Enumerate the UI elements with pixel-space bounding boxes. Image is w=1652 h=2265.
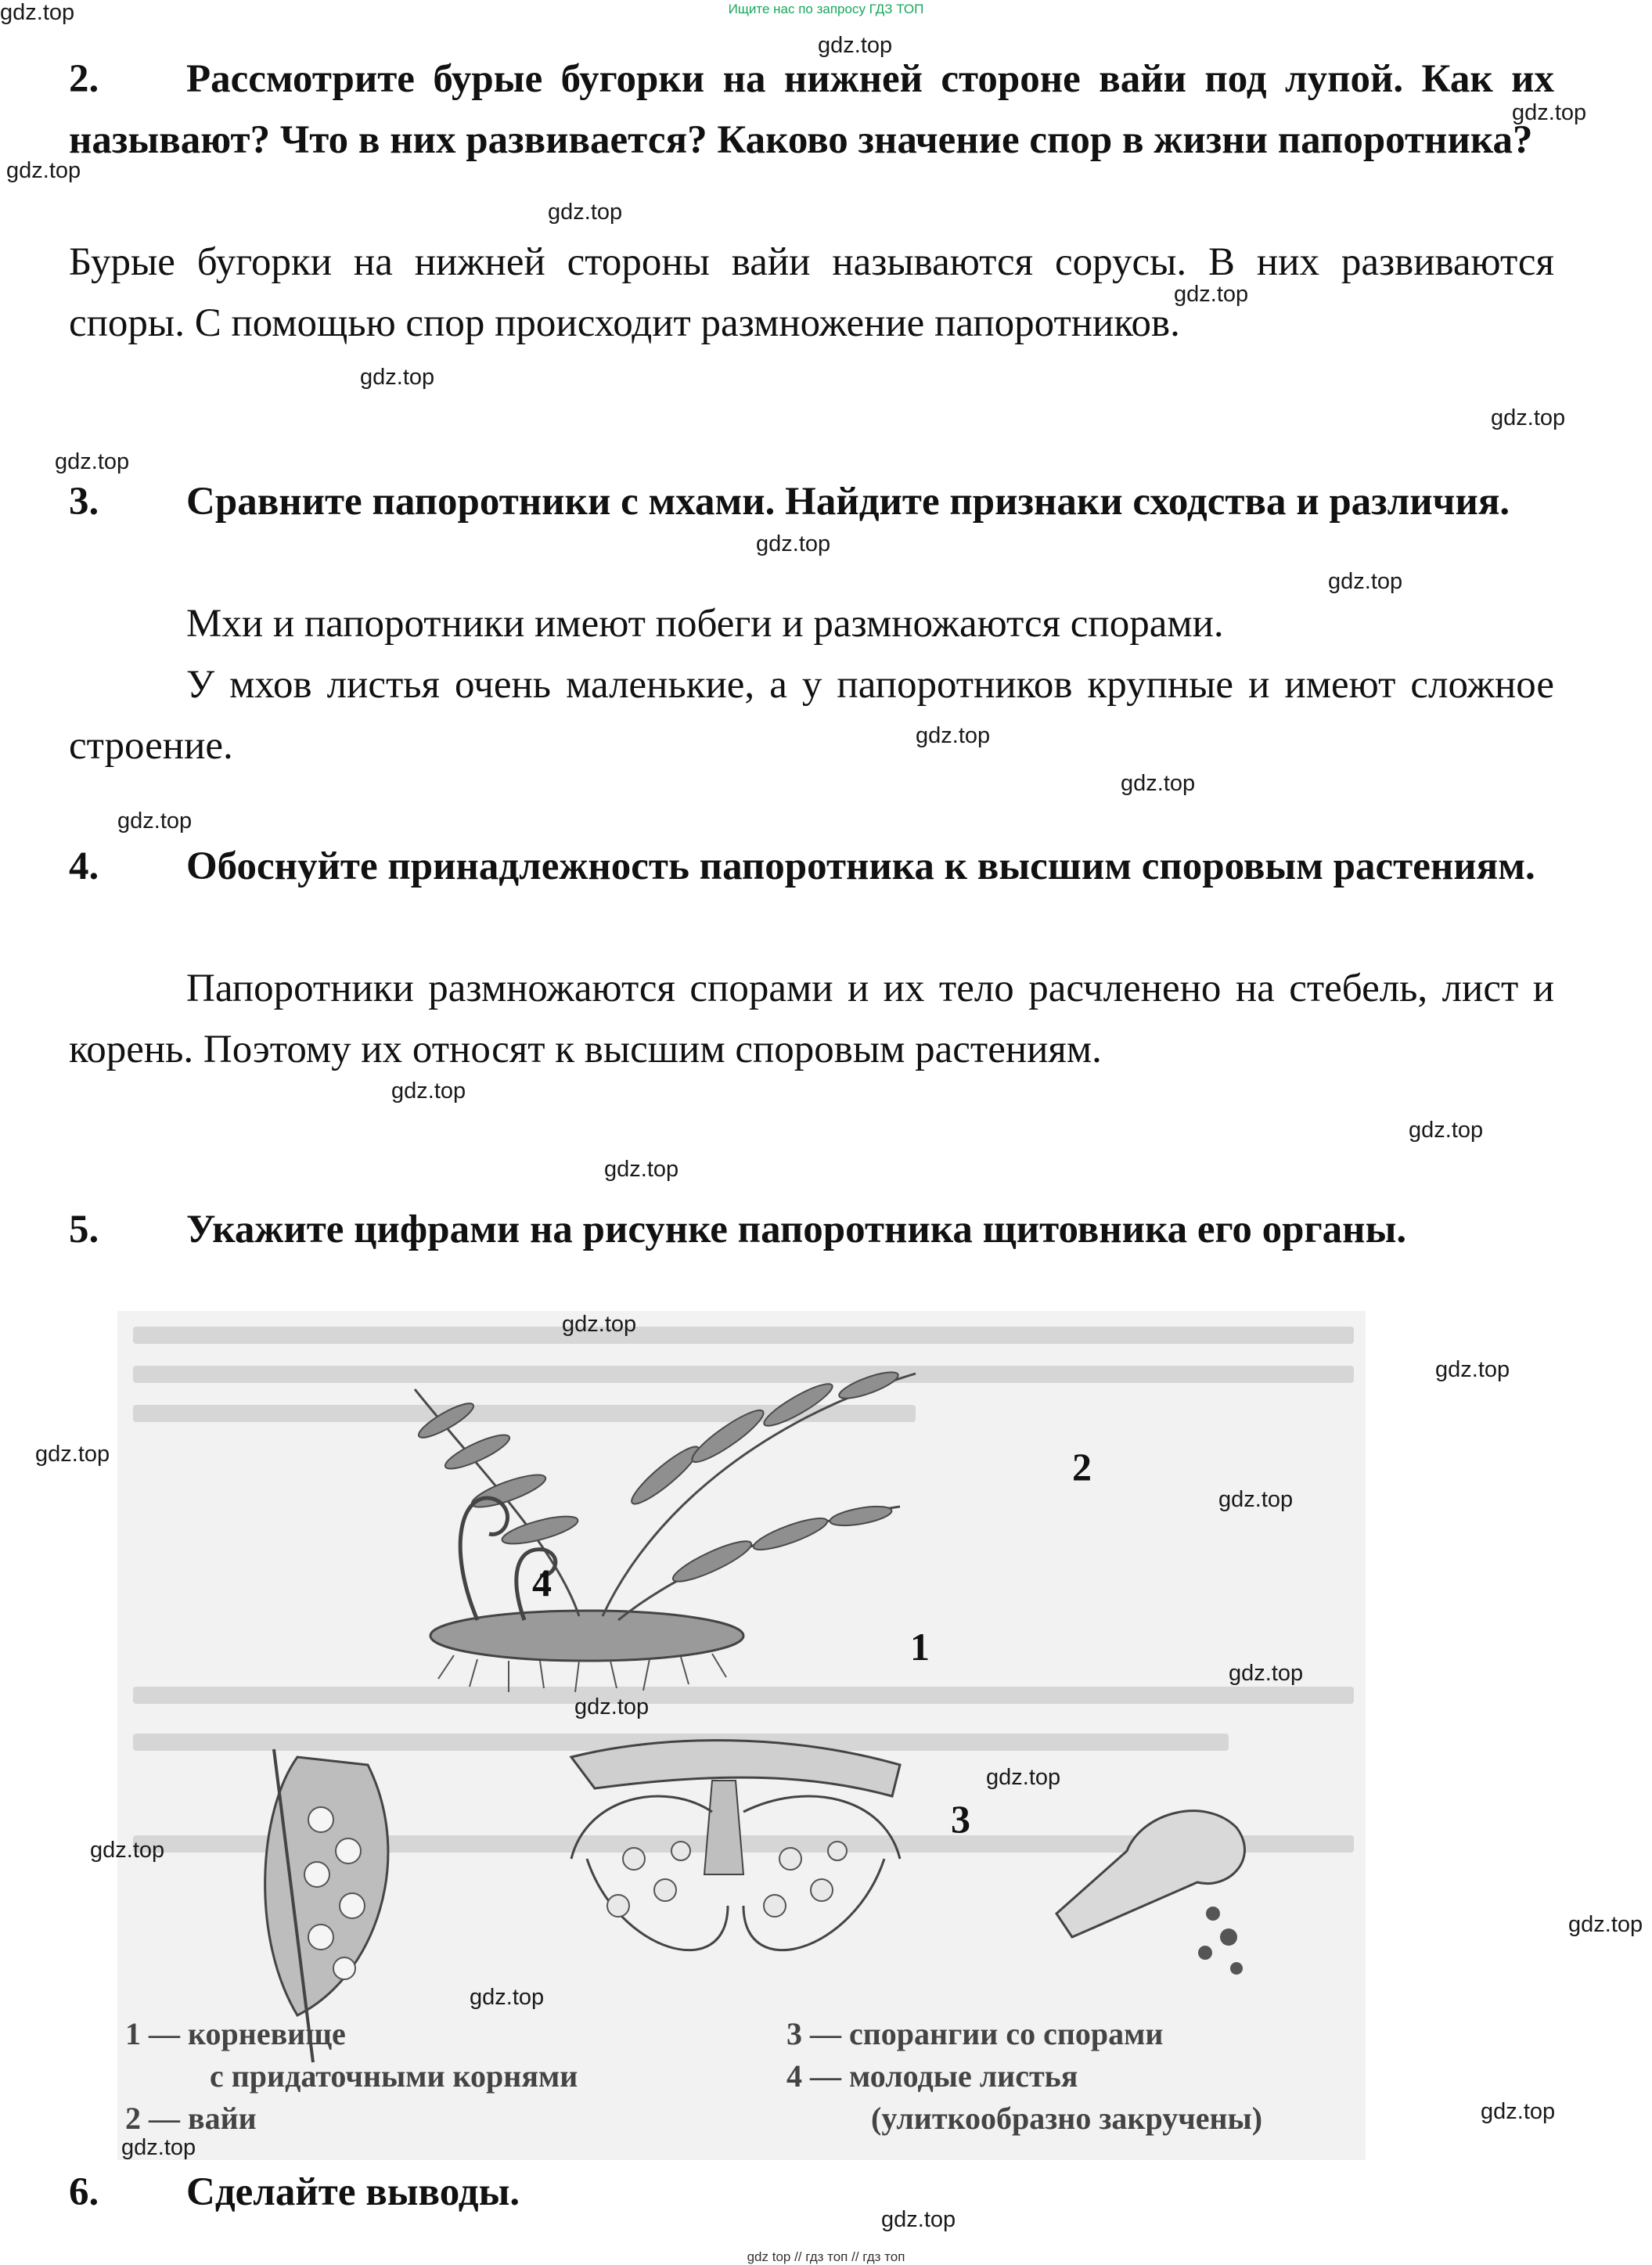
legend-item-3: 3 — спорангии со спорами (786, 2016, 1164, 2051)
legend-item-2: 2 — вайи (125, 2101, 257, 2136)
question-2-number: 2. (69, 57, 99, 101)
fern-figure (117, 1311, 1366, 2160)
figure-label-2: 2 (1072, 1445, 1092, 1489)
watermark: gdz.top (604, 1157, 679, 1182)
watermark: gdz.top (0, 0, 75, 25)
answer-3-line-2: У мхов листья очень маленькие, а у папоротников крупные и имеют сложное строение. (69, 663, 1554, 768)
answer-3 (69, 593, 1554, 776)
watermark: gdz.top (1121, 771, 1196, 796)
watermark: gdz.top (562, 1312, 637, 1337)
watermark: gdz.top (818, 33, 893, 58)
watermark: gdz.top (1174, 282, 1249, 307)
question-2 (69, 49, 1554, 171)
legend-item-4-line-2: (улиткообразно закручены) (871, 2101, 1263, 2136)
legend-right (786, 2013, 1262, 2140)
watermark: gdz.top (1435, 1357, 1510, 1382)
question-6 (69, 2162, 1554, 2223)
legend-item-4-line-1: 4 — молодые листья (786, 2058, 1078, 2094)
answer-2: Бурые бугорки на нижней стороны вайи называются сорусы. В них развиваются споры. С помощью спор происходит размножение папоротников. (69, 240, 1554, 345)
question-6-number: 6. (69, 2170, 99, 2214)
watermark: gdz.top (1328, 569, 1403, 594)
watermark: gdz.top (6, 158, 81, 183)
watermark: gdz.top (1218, 1487, 1294, 1512)
figure-label-1: 1 (910, 1625, 930, 1669)
question-3 (69, 471, 1554, 532)
watermark: gdz.top (916, 723, 991, 748)
question-5-text: Укажите цифрами на рисунке папоротника щитовника его органы. (186, 1208, 1407, 1251)
watermark: gdz.top (1409, 1118, 1484, 1143)
watermark: gdz.top (470, 1985, 545, 2010)
bottom-banner: gdz top // гдз топ // гдз топ (747, 2249, 905, 2264)
question-5 (69, 1199, 1554, 1260)
answer-4: Папоротники размножаются спорами и их тело расчленено на стебель, лист и корень. Поэтому их относят к высшим споровым растениям. (69, 967, 1554, 1071)
question-3-text: Сравните папоротники с мхами. Найдите признаки сходства и различия. (186, 480, 1510, 524)
watermark: gdz.top (881, 2207, 956, 2232)
question-6-text: Сделайте выводы. (186, 2170, 520, 2214)
legend-item-1-line-2: с придаточными корнями (210, 2058, 578, 2094)
watermark: gdz.top (574, 1694, 650, 1719)
watermark: gdz.top (55, 449, 130, 474)
question-4-text: Обоснуйте принадлежность папоротника к высшим споровым растениям. (186, 844, 1535, 888)
watermark: gdz.top (1568, 1912, 1643, 1937)
watermark: gdz.top (90, 1838, 165, 1863)
question-5-number: 5. (69, 1208, 99, 1251)
watermark: gdz.top (1491, 405, 1566, 430)
watermark: gdz.top (117, 808, 193, 834)
watermark: gdz.top (548, 200, 623, 225)
watermark: gdz.top (1481, 2099, 1556, 2124)
question-4 (69, 836, 1554, 897)
figure-label-3: 3 (951, 1797, 970, 1841)
watermark: gdz.top (756, 531, 831, 556)
legend-item-1-line-1: 1 — корневище (125, 2016, 346, 2051)
rhizome-drawing (430, 1611, 743, 1692)
legend-left (125, 2013, 578, 2140)
watermark: gdz.top (121, 2135, 196, 2160)
figure-label-4: 4 (532, 1561, 552, 1604)
top-banner: Ищите нас по запросу ГДЗ ТОП (728, 2, 924, 16)
watermark: gdz.top (986, 1765, 1061, 1790)
watermark: gdz.top (391, 1078, 466, 1104)
watermark: gdz.top (360, 365, 435, 390)
question-3-number: 3. (69, 480, 99, 524)
watermark: gdz.top (1229, 1661, 1304, 1686)
answer-3-line-1: Мхи и папоротники имеют побеги и размножаются спорами. (186, 602, 1224, 646)
question-2-text: Рассмотрите бурые бугорки на нижней стороне вайи под лупой. Как их называют? Что в них развивается? Каково значение спор в жизни папоротника? (69, 57, 1554, 162)
question-4-number: 4. (69, 844, 99, 888)
watermark: gdz.top (1512, 100, 1587, 125)
watermark: gdz.top (35, 1442, 110, 1467)
